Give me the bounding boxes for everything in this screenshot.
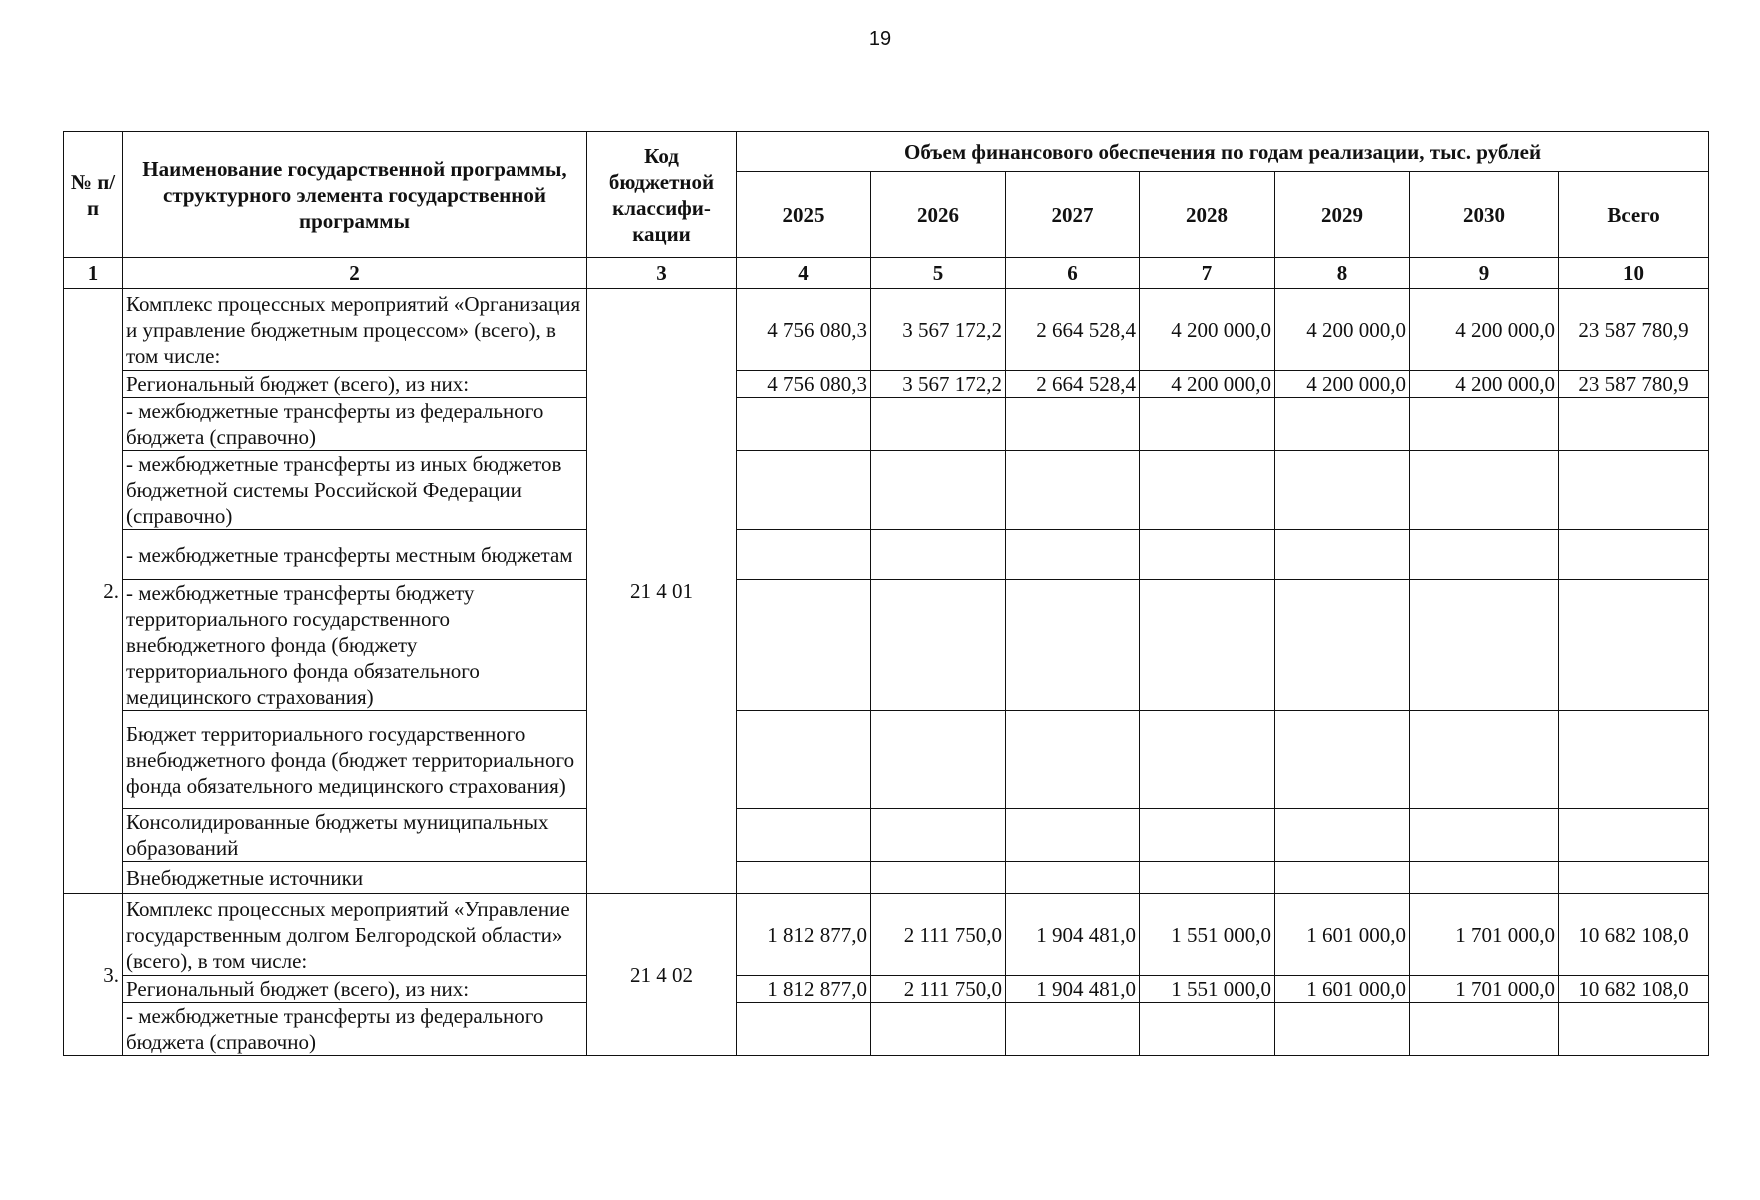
row-label: - межбюджетные трансферты из иных бюджетов бюджетной системы Российской Федерации (справочно) xyxy=(123,451,587,530)
value-cell xyxy=(871,1003,1006,1056)
value-cell xyxy=(1140,1003,1275,1056)
value-cell xyxy=(1006,451,1140,530)
row-label: Комплекс процессных мероприятий «Организация и управление бюджетным процессом» (всего), в том числе: xyxy=(123,289,587,371)
value-cell xyxy=(1006,580,1140,711)
value-cell xyxy=(1410,809,1559,862)
header-num: № п/п xyxy=(64,132,123,258)
value-cell xyxy=(1006,809,1140,862)
row-label: Комплекс процессных мероприятий «Управление государственным долгом Белгородской области» (всего), в том числе: xyxy=(123,894,587,976)
value-cell xyxy=(871,809,1006,862)
value-cell: 2 111 750,0 xyxy=(871,976,1006,1003)
value-cell xyxy=(871,530,1006,580)
total-cell xyxy=(1559,1003,1709,1056)
column-number: 4 xyxy=(737,258,871,289)
value-cell xyxy=(737,809,871,862)
column-number: 3 xyxy=(587,258,737,289)
value-cell: 1 701 000,0 xyxy=(1410,894,1559,976)
value-cell: 2 664 528,4 xyxy=(1006,289,1140,371)
row-label: Региональный бюджет (всего), из них: xyxy=(123,371,587,398)
row-label: - межбюджетные трансферты местным бюджетам xyxy=(123,530,587,580)
row-label: Внебюджетные источники xyxy=(123,862,587,894)
value-cell xyxy=(1140,862,1275,894)
value-cell: 4 756 080,3 xyxy=(737,371,871,398)
header-year: 2025 xyxy=(737,172,871,258)
column-number: 7 xyxy=(1140,258,1275,289)
column-number: 6 xyxy=(1006,258,1140,289)
value-cell xyxy=(1140,580,1275,711)
row-number: 3. xyxy=(64,894,123,1056)
row-label: Консолидированные бюджеты муниципальных образований xyxy=(123,809,587,862)
value-cell: 4 200 000,0 xyxy=(1410,289,1559,371)
value-cell xyxy=(1410,711,1559,809)
column-number: 5 xyxy=(871,258,1006,289)
value-cell xyxy=(1275,451,1410,530)
total-cell: 10 682 108,0 xyxy=(1559,976,1709,1003)
value-cell xyxy=(871,398,1006,451)
value-cell xyxy=(1006,862,1140,894)
value-cell xyxy=(1140,711,1275,809)
total-cell xyxy=(1559,451,1709,530)
value-cell xyxy=(1006,711,1140,809)
column-number: 2 xyxy=(123,258,587,289)
column-number: 1 xyxy=(64,258,123,289)
value-cell: 4 200 000,0 xyxy=(1140,371,1275,398)
table-row xyxy=(64,451,1709,530)
header-name: Наименование государственной программы, структурного элемента государственной программы xyxy=(123,132,587,258)
value-cell xyxy=(1275,1003,1410,1056)
value-cell xyxy=(1410,398,1559,451)
table-row xyxy=(64,580,1709,711)
total-cell: 23 587 780,9 xyxy=(1559,289,1709,371)
table-row xyxy=(64,398,1709,451)
total-cell xyxy=(1559,398,1709,451)
row-label: Бюджет территориального государственного внебюджетного фонда (бюджет территориального фонда обязательного медицинского страхования) xyxy=(123,711,587,809)
value-cell: 3 567 172,2 xyxy=(871,371,1006,398)
value-cell xyxy=(871,580,1006,711)
value-cell: 1 701 000,0 xyxy=(1410,976,1559,1003)
value-cell: 1 601 000,0 xyxy=(1275,894,1410,976)
table-row xyxy=(64,1003,1709,1056)
row-label: - межбюджетные трансферты бюджету территориального государственного внебюджетного фонда (бюджету территориального фонда обязательного медицинского страхования) xyxy=(123,580,587,711)
row-label: Региональный бюджет (всего), из них: xyxy=(123,976,587,1003)
row-label: - межбюджетные трансферты из федерального бюджета (справочно) xyxy=(123,398,587,451)
value-cell xyxy=(737,580,871,711)
table-row xyxy=(64,894,1709,976)
value-cell xyxy=(1275,398,1410,451)
value-cell xyxy=(871,862,1006,894)
total-cell: 23 587 780,9 xyxy=(1559,371,1709,398)
value-cell xyxy=(1140,809,1275,862)
table-row xyxy=(64,976,1709,1003)
table-row xyxy=(64,809,1709,862)
value-cell: 2 664 528,4 xyxy=(1006,371,1140,398)
value-cell: 4 756 080,3 xyxy=(737,289,871,371)
value-cell: 1 551 000,0 xyxy=(1140,976,1275,1003)
value-cell: 1 904 481,0 xyxy=(1006,976,1140,1003)
value-cell xyxy=(1006,398,1140,451)
column-number: 10 xyxy=(1559,258,1709,289)
total-cell xyxy=(1559,862,1709,894)
value-cell xyxy=(1275,711,1410,809)
header-total: Всего xyxy=(1559,172,1709,258)
total-cell xyxy=(1559,711,1709,809)
value-cell xyxy=(1410,862,1559,894)
budget-code: 21 4 02 xyxy=(587,894,737,1056)
header-year: 2028 xyxy=(1140,172,1275,258)
value-cell: 1 601 000,0 xyxy=(1275,976,1410,1003)
total-cell: 10 682 108,0 xyxy=(1559,894,1709,976)
value-cell: 1 551 000,0 xyxy=(1140,894,1275,976)
value-cell: 1 904 481,0 xyxy=(1006,894,1140,976)
table-row xyxy=(64,289,1709,371)
value-cell xyxy=(737,530,871,580)
value-cell xyxy=(1275,580,1410,711)
total-cell xyxy=(1559,530,1709,580)
header-volume: Объем финансового обеспечения по годам реализации, тыс. рублей xyxy=(737,132,1709,172)
value-cell: 3 567 172,2 xyxy=(871,289,1006,371)
value-cell xyxy=(1410,580,1559,711)
value-cell: 2 111 750,0 xyxy=(871,894,1006,976)
value-cell: 4 200 000,0 xyxy=(1275,371,1410,398)
header-year: 2026 xyxy=(871,172,1006,258)
value-cell xyxy=(737,398,871,451)
header-year: 2030 xyxy=(1410,172,1559,258)
value-cell xyxy=(871,711,1006,809)
total-cell xyxy=(1559,580,1709,711)
value-cell xyxy=(1275,862,1410,894)
financing-table xyxy=(63,131,1709,1056)
page-number: 19 xyxy=(868,28,892,50)
table-row xyxy=(64,711,1709,809)
value-cell: 1 812 877,0 xyxy=(737,976,871,1003)
table-row xyxy=(64,371,1709,398)
value-cell xyxy=(1140,530,1275,580)
value-cell xyxy=(1410,1003,1559,1056)
value-cell: 1 812 877,0 xyxy=(737,894,871,976)
value-cell: 4 200 000,0 xyxy=(1275,289,1410,371)
column-number: 9 xyxy=(1410,258,1559,289)
value-cell xyxy=(737,862,871,894)
column-number-row xyxy=(64,258,1709,289)
value-cell xyxy=(737,711,871,809)
value-cell xyxy=(1006,1003,1140,1056)
value-cell xyxy=(1275,530,1410,580)
value-cell: 4 200 000,0 xyxy=(1410,371,1559,398)
header-year: 2029 xyxy=(1275,172,1410,258)
row-label: - межбюджетные трансферты из федерального бюджета (справочно) xyxy=(123,1003,587,1056)
table-row xyxy=(64,530,1709,580)
value-cell xyxy=(871,451,1006,530)
total-cell xyxy=(1559,809,1709,862)
column-number: 8 xyxy=(1275,258,1410,289)
value-cell xyxy=(1275,809,1410,862)
value-cell xyxy=(1140,398,1275,451)
value-cell xyxy=(1140,451,1275,530)
row-number: 2. xyxy=(64,289,123,894)
header-row xyxy=(64,132,1709,172)
budget-code: 21 4 01 xyxy=(587,289,737,894)
header-year: 2027 xyxy=(1006,172,1140,258)
header-code: Код бюджетной классифи- кации xyxy=(587,132,737,258)
value-cell xyxy=(1006,530,1140,580)
value-cell xyxy=(1410,530,1559,580)
value-cell xyxy=(737,1003,871,1056)
value-cell xyxy=(737,451,871,530)
value-cell: 4 200 000,0 xyxy=(1140,289,1275,371)
value-cell xyxy=(1410,451,1559,530)
table-row xyxy=(64,862,1709,894)
